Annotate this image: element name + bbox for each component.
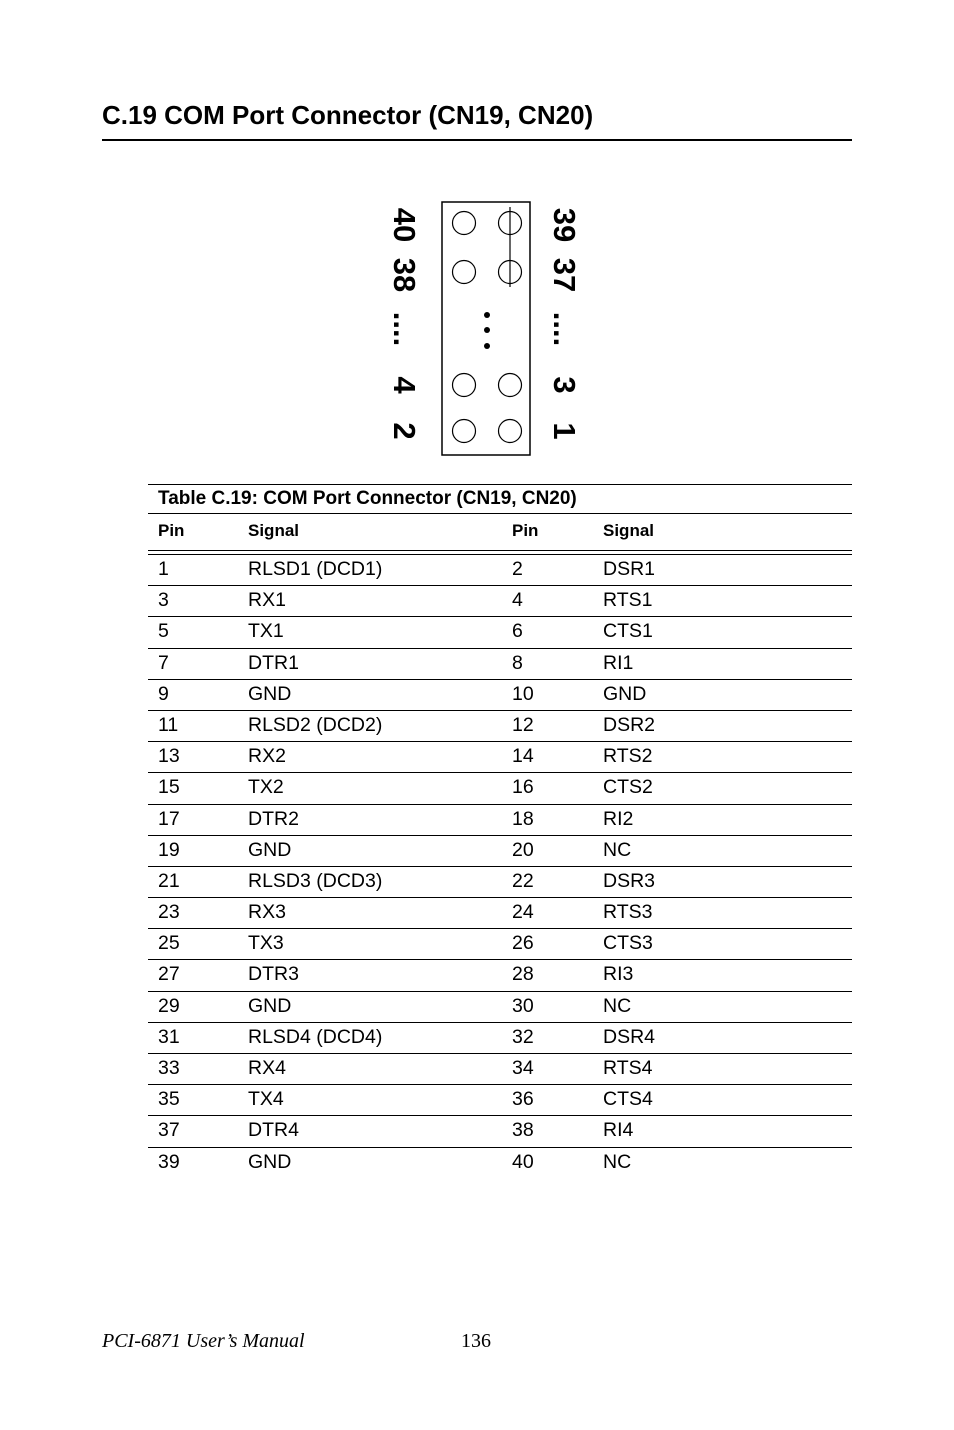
signal-left-cell: RLSD1 (DCD1) [248,558,383,580]
pin-left-cell: 7 [158,651,169,674]
signal-left-cell: TX3 [248,932,284,955]
pin-left-cell: 5 [158,620,169,643]
signal-left-cell: RLSD2 (DCD2) [248,713,383,736]
table-row [148,586,852,617]
pin-label-38: 38 [386,257,422,293]
signal-right-cell: NC [603,838,632,861]
table-row [148,742,852,773]
pin-label-4: 4 [386,376,422,394]
table-row [148,1054,852,1085]
signal-left-cell: DTR1 [248,651,299,674]
table-row [148,711,852,742]
pin-left-cell: 3 [158,589,169,612]
footer-manual-title: PCI-6871 User’s Manual [102,1330,305,1352]
header-signal-left: Signal [248,521,300,540]
pin-right-cell: 24 [512,901,534,924]
signal-right-cell: CTS4 [603,1088,653,1111]
signal-right-cell: DSR1 [603,558,656,580]
signal-left-cell: RX4 [248,1057,286,1079]
pin-left-cell: 27 [158,963,180,986]
signal-left-cell: RX2 [248,745,286,768]
table-row [148,992,852,1023]
header-signal-right: Signal [603,521,655,540]
pin-left-cell: 11 [158,713,179,736]
pin-right-cell: 26 [512,932,534,955]
pin-table [148,484,852,1179]
signal-right-cell: RI1 [603,651,634,674]
pin-left-cell: 21 [158,869,180,892]
pin-gap-dots [484,312,490,349]
connector-diagram [380,195,600,465]
table-row [148,929,852,960]
signal-left-cell: RLSD3 (DCD3) [248,869,383,892]
pin-label-1: 1 [546,422,582,440]
signal-left-cell: GND [248,682,292,705]
title-divider [102,139,852,141]
pin-left-cell: 31 [158,1025,180,1048]
signal-left-cell: DTR2 [248,807,299,830]
table-row [148,649,852,680]
pin-label-right-ellipsis: .... [546,311,582,347]
signal-right-cell: RTS4 [603,1057,653,1079]
signal-right-cell: GND [603,682,647,705]
table-caption: Table C.19: COM Port Connector (CN19, CN20) [148,484,852,514]
table-row [148,836,852,867]
pin-left-cell: 19 [158,838,180,861]
signal-right-cell: CTS3 [603,932,653,955]
pin-right-cell: 28 [512,963,534,986]
pin-left-cell: 33 [158,1057,180,1079]
table-row [148,960,852,991]
header-pin-left: Pin [158,521,185,540]
footer-page-number: 136 [461,1330,491,1352]
signal-left-cell: TX4 [248,1088,284,1111]
pin-left-cell: 37 [158,1119,180,1142]
header-pin-right: Pin [512,521,539,540]
table-row [148,617,852,648]
pin-left-cell: 25 [158,932,180,955]
pin-right-cell: 20 [512,838,534,861]
signal-right-cell: NC [603,1150,632,1173]
table-row [148,805,852,836]
pin-left-cell: 35 [158,1088,180,1111]
signal-right-cell: RI4 [603,1119,634,1142]
pin-right-cell: 34 [512,1057,534,1079]
pin-right-cell: 2 [512,558,523,580]
signal-left-cell: DTR3 [248,963,299,986]
signal-right-cell: RTS2 [603,745,653,768]
pin-label-40: 40 [386,207,422,243]
signal-right-cell: NC [603,994,632,1017]
signal-left-cell: GND [248,1150,292,1173]
signal-right-cell: DSR2 [603,713,656,736]
pin-right-cell: 16 [512,776,534,799]
table-body [148,555,852,1179]
pin-right-cell: 4 [512,589,523,612]
signal-right-cell: DSR3 [603,869,656,892]
pin-right-cell: 30 [512,994,534,1017]
pin-left-cell: 1 [158,558,169,580]
table-row [148,1148,852,1179]
pin-right-cell: 36 [512,1088,534,1111]
pin-label-2: 2 [386,422,422,440]
pin-left-cell: 9 [158,682,169,705]
signal-right-cell: CTS1 [603,620,653,643]
pin-label-left-ellipsis: .... [386,311,422,347]
signal-right-cell: RI3 [603,963,634,986]
pin-right-cell: 6 [512,620,523,643]
signal-left-cell: TX2 [248,776,284,799]
signal-left-cell: GND [248,838,292,861]
signal-left-cell: RX1 [248,589,286,612]
signal-right-cell: RTS3 [603,901,653,924]
table-header-row [148,514,852,551]
signal-right-cell: RTS1 [603,589,653,612]
pin-left-cell: 15 [158,776,180,799]
pin-right-cell: 12 [512,713,534,736]
pin-label-3: 3 [546,376,582,394]
pin-right-cell: 10 [512,682,534,705]
section-title: C.19 COM Port Connector (CN19, CN20) [102,100,594,130]
pin-label-39: 39 [546,207,582,243]
pin-left-cell: 23 [158,901,180,924]
table-row [148,1116,852,1147]
pin-right-cell: 8 [512,651,523,674]
table-row [148,898,852,929]
pin-right-cell: 18 [512,807,534,830]
pin-right-cell: 32 [512,1025,534,1048]
pin-right-cell: 22 [512,869,534,892]
pin-circles [453,207,522,443]
table-row [148,555,852,586]
pin-left-cell: 39 [158,1150,180,1173]
signal-right-cell: DSR4 [603,1025,656,1048]
table-row [148,1085,852,1116]
pin-right-cell: 38 [512,1119,534,1142]
signal-right-cell: CTS2 [603,776,653,799]
table-row [148,867,852,898]
table-row [148,680,852,711]
pin-left-cell: 13 [158,745,180,768]
signal-left-cell: GND [248,994,292,1017]
pin-right-cell: 40 [512,1150,534,1173]
table-row [148,1023,852,1054]
signal-left-cell: RLSD4 (DCD4) [248,1025,383,1048]
signal-left-cell: RX3 [248,901,286,924]
pin-label-37: 37 [546,257,582,293]
signal-left-cell: TX1 [248,620,284,643]
signal-left-cell: DTR4 [248,1119,299,1142]
pin-right-cell: 14 [512,745,534,768]
table-row [148,773,852,804]
signal-right-cell: RI2 [603,807,634,830]
pin-left-cell: 29 [158,994,180,1017]
pin-left-cell: 17 [158,807,180,830]
